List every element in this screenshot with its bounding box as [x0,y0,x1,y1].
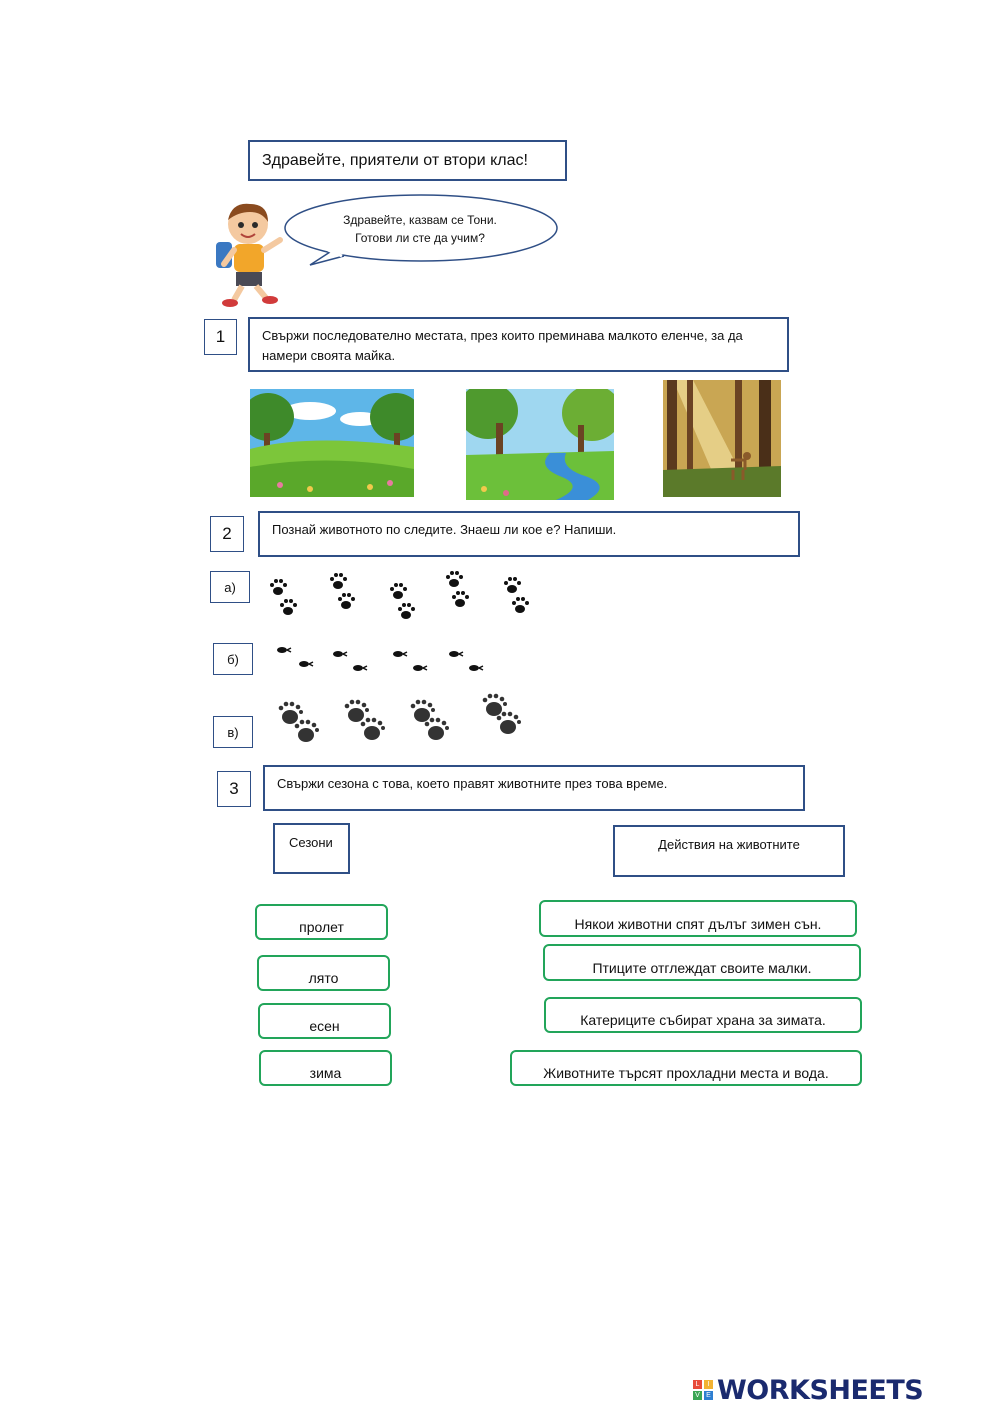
logo-letter-l: L [693,1380,702,1389]
season-pill-spring[interactable]: пролет [255,904,388,940]
logo-letter-i: I [704,1380,713,1389]
bear-tracks-v-image [276,692,530,746]
answer-label-b[interactable]: б) [213,643,253,675]
action-pill-birds-raise-young[interactable]: Птиците отглеждат своите малки. [543,944,861,981]
speech-bubble-text [300,211,540,247]
action-pill-hibernate[interactable]: Някои животни спят дълъг зимен сън. [539,900,857,937]
logo-letter-v: V [693,1391,702,1400]
meadow-image[interactable] [250,389,414,497]
bubble-line-2: Готови ли сте да учим? [355,231,485,245]
season-pill-autumn[interactable]: есен [258,1003,391,1039]
boy-character-image [210,200,290,310]
action-pill-squirrels-gather-food[interactable]: Катериците събират храна за зимата. [544,997,862,1033]
task2-number: 2 [210,516,244,552]
task3-number: 3 [217,771,251,807]
liveworksheets-logo [693,1372,993,1408]
actions-header: Действия на животните [613,825,845,877]
bubble-line-1: Здравейте, казвам се Тони. [343,213,497,227]
task1-number: 1 [204,319,237,355]
action-pill-seek-cool-places[interactable]: Животните търсят прохладни места и вода. [510,1050,862,1086]
season-pill-summer[interactable]: лято [257,955,390,991]
logo-text-worksheets: WORKSHEETS [717,1374,924,1406]
logo-letter-e: E [704,1391,713,1400]
river-forest-image[interactable] [466,389,614,500]
greeting-title: Здравейте, приятели от втори клас! [248,140,567,181]
task3-instruction: Свържи сезона с това, което правят животните през това време. [263,765,805,811]
liveworksheets-logo-icon [693,1380,713,1400]
answer-label-v[interactable]: в) [213,716,253,748]
answer-label-a[interactable]: а) [210,571,250,603]
deer-forest-image[interactable] [663,380,781,497]
paw-tracks-a-image [262,566,542,620]
seasons-header: Сезони [273,823,350,874]
task2-instruction: Познай животното по следите. Знаеш ли кое е? Напиши. [258,511,800,557]
task1-instruction: Свържи последователно местата, през които преминава малкото еленче, за да намери своята майка. [248,317,789,372]
season-pill-winter[interactable]: зима [259,1050,392,1086]
bird-tracks-b-image [274,644,488,676]
